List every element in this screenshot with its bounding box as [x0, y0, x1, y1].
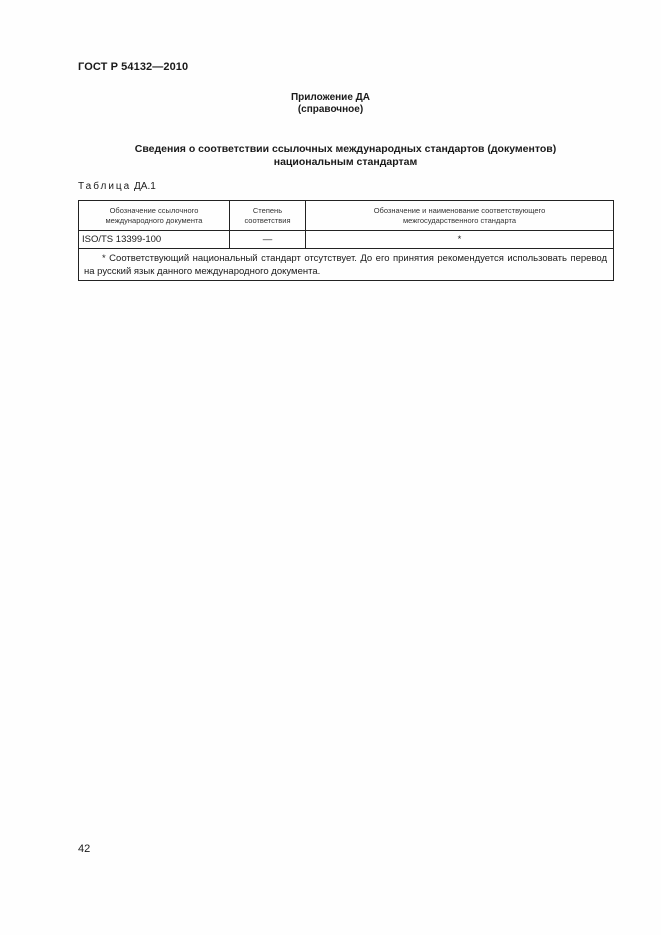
annex-heading	[0, 92, 661, 116]
annex-label: Приложение ДА	[290, 92, 371, 103]
table-row	[79, 231, 614, 249]
table-note-row	[79, 249, 614, 281]
table-caption-number: ДА.1	[134, 181, 156, 192]
column-header-degree: Степень соответствия	[230, 201, 306, 231]
cell-reference: ISO/TS 13399-100	[79, 231, 230, 249]
table-note-text: * Соответствующий национальный стандарт отсутствует. До его принятия рекомендуется использовать перевод на русский язык данного международного документа.	[84, 253, 607, 277]
annex-title-line1: Сведения о соответствии ссылочных международных стандартов (документов)	[134, 143, 557, 155]
table-note	[79, 249, 614, 281]
column-header-standard: Обозначение и наименование соответствующего межгосударственного стандарта	[306, 201, 614, 231]
page-number: 42	[78, 843, 91, 855]
annex-status: (справочное)	[297, 104, 364, 115]
table-header-row	[79, 201, 614, 231]
annex-title	[0, 143, 661, 169]
annex-title-line2: национальным стандартам	[273, 156, 418, 168]
column-header-reference: Обозначение ссылочного международного документа	[79, 201, 230, 231]
table-caption	[78, 181, 156, 192]
document-code: ГОСТ Р 54132—2010	[78, 61, 189, 73]
reference-table	[78, 200, 614, 281]
table-caption-word: Таблица	[78, 181, 132, 192]
cell-standard: *	[306, 231, 614, 249]
cell-degree: —	[230, 231, 306, 249]
